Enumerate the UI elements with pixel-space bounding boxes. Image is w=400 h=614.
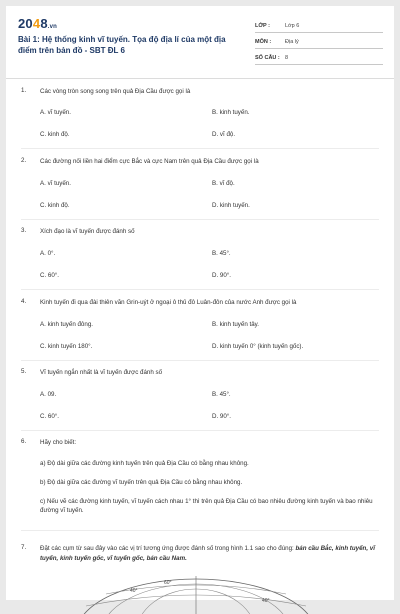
sub-question-a: a) Độ dài giữa các đường kinh tuyến trên quả Địa Cầu có bằng nhau không.: [40, 460, 249, 467]
meta-count-value: 8: [285, 55, 289, 61]
page-title: Bài 1: Hệ thống kinh vĩ tuyến. Tọa độ địa lí của một địa điểm trên bản đồ - SBT ĐL 6: [18, 35, 226, 55]
option-text: D. 90°.: [212, 272, 231, 279]
option-text: B. kinh tuyến.: [212, 109, 250, 116]
question-text: Các đường nối liền hai điểm cực Bắc và cực Nam trên quả Địa Cầu được gọi là: [40, 158, 259, 165]
question-divider: [21, 219, 379, 220]
logo-suffix: .vn: [47, 24, 58, 30]
question-text: Xích đạo là vĩ tuyến được đánh số: [40, 228, 135, 235]
question-divider: [21, 530, 379, 531]
question-text: Các vòng tròn song song trên quả Địa Cầu được gọi là: [40, 88, 191, 95]
option-text: C. kinh độ.: [40, 202, 70, 209]
meta-count: [255, 50, 383, 65]
option-text: D. kinh tuyến.: [212, 202, 250, 209]
option-text: B. kinh tuyến tây.: [212, 321, 260, 328]
meta-subject-value: Địa lý: [285, 39, 299, 45]
question-number: 3.: [21, 227, 27, 234]
option-text: B. vĩ độ.: [212, 180, 235, 187]
question-divider: [21, 430, 379, 431]
figure-label: 60°: [164, 580, 172, 586]
header-divider: [6, 78, 394, 79]
option-text: D. vĩ độ.: [212, 131, 236, 138]
question-divider: [21, 360, 379, 361]
site-logo[interactable]: 2048.vn: [18, 16, 58, 31]
question-number: 7.: [21, 544, 27, 551]
sub-question-c: c) Nếu vẽ các đường kinh tuyến, vĩ tuyến cách nhau 1° thì trên quả Địa Cầu có bao nhiêu đường kinh tuyến và bao nhiêu đường vĩ tuyến.: [40, 498, 373, 514]
question-text: [40, 544, 380, 564]
option-text: A. 0°.: [40, 250, 56, 257]
question-number: 6.: [21, 438, 27, 445]
question-terms: bán cầu Bắc, kinh tuyến, vĩ tuyến, kinh tuyến gốc, vĩ tuyến gốc, bán cầu Nam.: [40, 545, 375, 562]
option-text: A. vĩ tuyến.: [40, 180, 71, 187]
meta-subject: [255, 34, 383, 49]
option-text: A. 09.: [40, 391, 57, 398]
worksheet-page: [6, 6, 394, 604]
worksheet-header: [6, 6, 394, 76]
meta-class-value: Lớp 6: [285, 23, 300, 29]
option-text: C. kinh tuyến 180°.: [40, 343, 93, 350]
option-text: D. kinh tuyến 0° (kinh tuyến gốc).: [212, 343, 304, 350]
sub-question-b: b) Độ dài giữa các đường vĩ tuyến trên quả Địa Cầu có bằng nhau không.: [40, 479, 243, 486]
figure-label: 40°: [262, 598, 270, 604]
question-divider: [21, 289, 379, 290]
question-number: 5.: [21, 368, 27, 375]
question-number: 1.: [21, 87, 27, 94]
meta-subject-key: MÔN :: [255, 39, 272, 45]
figure-label: 40°: [130, 588, 138, 594]
globe-figure: [66, 574, 326, 614]
option-text: C. 60°.: [40, 272, 59, 279]
meta-class-key: LỚP :: [255, 23, 270, 29]
option-text: B. 45°.: [212, 391, 231, 398]
option-text: B. 45°.: [212, 250, 231, 257]
question-number: 2.: [21, 157, 27, 164]
option-text: A. vĩ tuyến.: [40, 109, 71, 116]
option-text: C. 60°.: [40, 413, 59, 420]
option-text: D. 90°.: [212, 413, 231, 420]
meta-class: [255, 18, 383, 33]
question-divider: [21, 148, 379, 149]
question-text: Kinh tuyến đi qua đài thiên văn Grin-uýt ở ngoại ô thủ đô Luân-đôn của nước Anh được gọi là: [40, 299, 297, 306]
question-number: 4.: [21, 298, 27, 305]
option-text: A. kinh tuyến đông.: [40, 321, 93, 328]
meta-count-key: SỐ CÂU :: [255, 55, 280, 61]
question-text: Vĩ tuyến ngắn nhất là vĩ tuyến được đánh số: [40, 369, 163, 376]
question-text: Hãy cho biết:: [40, 439, 77, 446]
question-prompt: Đặt các cụm từ sau đây vào các vị trí tương ứng được đánh số trong hình 1.1 sao cho đúng:: [40, 545, 296, 552]
option-text: C. kinh độ.: [40, 131, 70, 138]
